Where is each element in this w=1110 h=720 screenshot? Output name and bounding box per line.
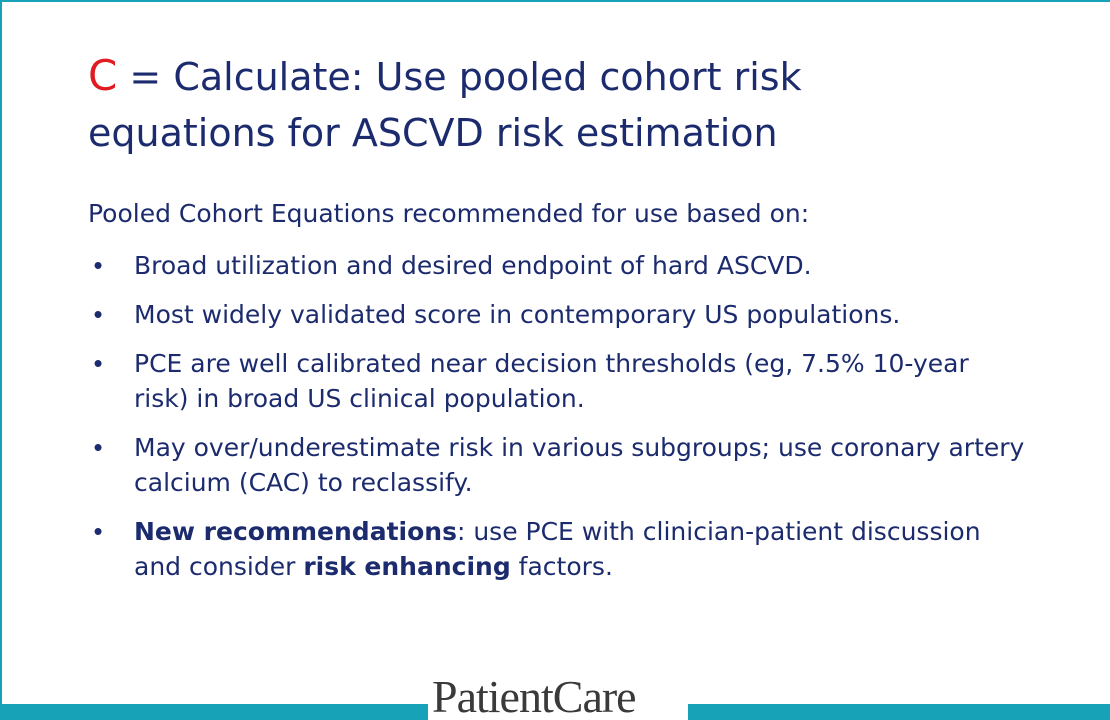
slide-title — [88, 48, 1048, 161]
bullet-icon: • — [93, 432, 103, 462]
bullet-item — [88, 514, 1028, 584]
patient-care-logo: PatientCare — [432, 671, 636, 720]
bullet-item — [88, 346, 1028, 416]
footer-accent-bar-left — [0, 704, 428, 720]
bullet-item — [88, 430, 1028, 500]
bullet-item — [88, 248, 1028, 283]
bullet-text-end: factors. — [510, 552, 613, 581]
bullet-icon: • — [93, 299, 103, 329]
bullet-bold-mid: risk enhancing — [303, 552, 511, 581]
bullet-text: : use PCE with clinician-patient discussion and consider — [134, 517, 981, 581]
bullet-text: PCE are well calibrated near decision thresholds (eg, 7.5% 10-year risk) in broad US clinical population. — [134, 349, 969, 413]
bullet-icon: • — [93, 516, 103, 546]
bullet-item — [88, 297, 1028, 332]
bullet-text: Most widely validated score in contemporary US populations. — [134, 300, 901, 329]
bullet-icon: • — [93, 348, 103, 378]
footer-accent-bar-right — [688, 704, 1110, 720]
bullet-list — [88, 248, 1028, 598]
title-letter: C — [88, 51, 118, 100]
bullet-text: May over/underestimate risk in various subgroups; use coronary artery calcium (CAC) to reclassify. — [134, 433, 1025, 497]
bullet-text: Broad utilization and desired endpoint of hard ASCVD. — [134, 251, 812, 280]
title-line1: = Calculate: Use pooled cohort risk — [117, 55, 802, 99]
bullet-bold-lead: New recommendations — [134, 517, 457, 546]
intro-text: Pooled Cohort Equations recommended for use based on: — [88, 199, 810, 228]
title-line2: equations for ASCVD risk estimation — [88, 111, 778, 155]
bullet-icon: • — [93, 250, 103, 280]
